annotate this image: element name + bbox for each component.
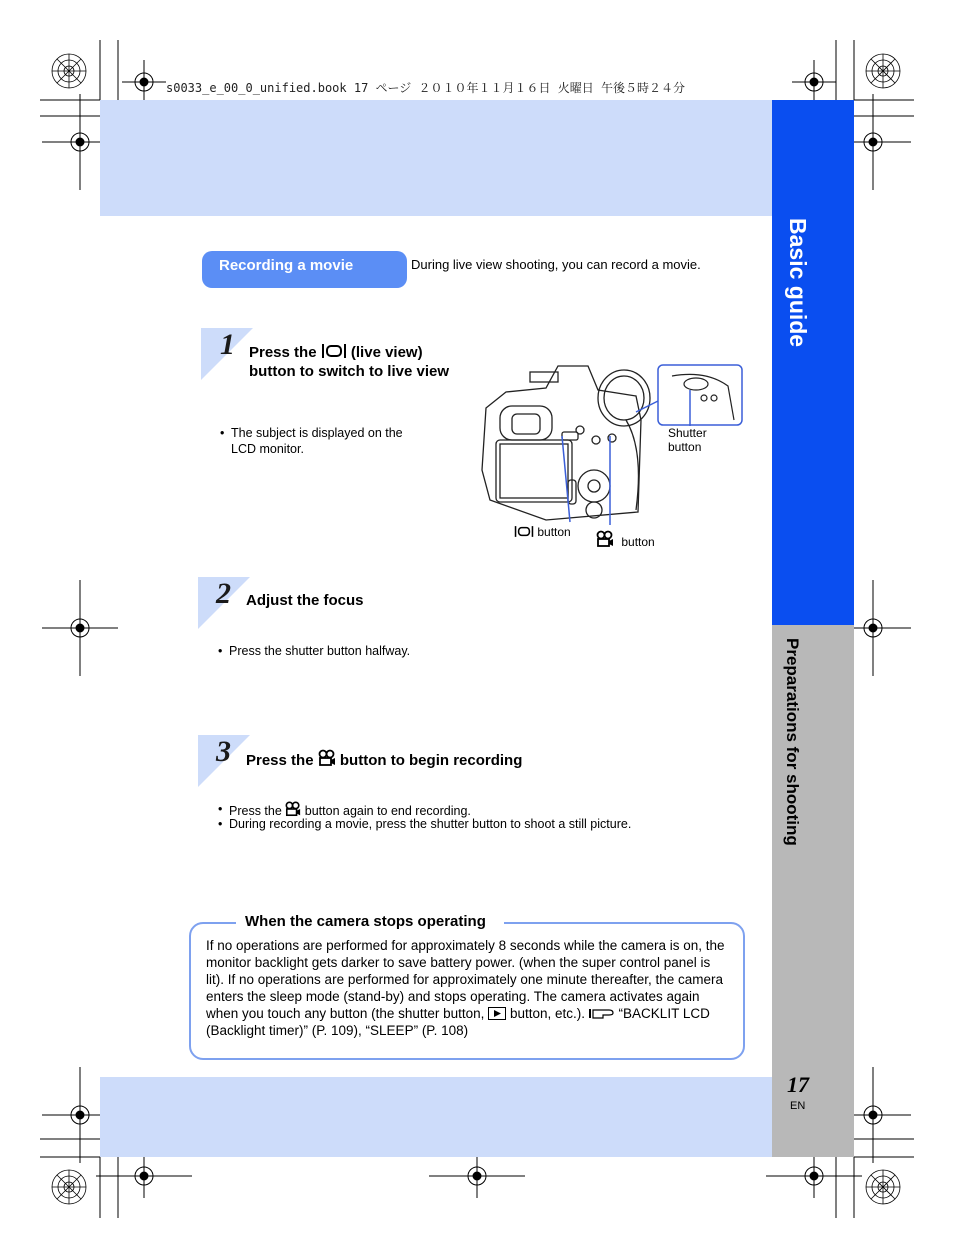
note-body: If no operations are performed for approximately 8 seconds while the camera is on, the monitor backlight gets darker to save battery power. (when the super control panel is lit). If no operations are performed for approximately one minute thereafter, the camera enters the sleep mode (stand-by) and stops operating. The camera activates again when you touch any button (the shutter button, button, etc.). “BACKLIT LCD (Backlight timer)” (P. 109), “SLEEP” (P. 108) [206, 938, 725, 1038]
page-number: 17 [787, 1072, 809, 1097]
top-band [100, 100, 772, 216]
movie-camera-icon [285, 801, 301, 817]
reference-hand-icon [589, 1007, 615, 1020]
section-tab-basic-guide [772, 100, 854, 625]
movie-camera-icon [596, 530, 614, 548]
print-file-header: s0033_e_00_0_unified.book 17 ページ ２０１０年１１月１６日 火曜日 午後５時２４分 [166, 81, 685, 95]
topic-label: Recording a movie [202, 251, 407, 288]
movie-button-caption: button [596, 530, 655, 549]
step-3-title: Press the button to begin recording [246, 749, 522, 770]
bottom-band [100, 1077, 772, 1157]
step-1-bullet: • The subject is displayed on the LCD monitor. [220, 426, 403, 456]
live-view-button-caption: button [514, 525, 571, 539]
live-view-icon [514, 525, 534, 538]
page-language: EN [790, 1100, 806, 1112]
step-3-bullet-2: • During recording a movie, press the shutter button to shoot a still picture. [218, 817, 632, 831]
step-3-number: 3 [216, 735, 231, 768]
section-tab-preparations [772, 625, 854, 1157]
step-3-bullet-1: • Press the button again to end recording. [218, 802, 471, 818]
shutter-button-caption: Shutter button [668, 426, 707, 454]
step-2-bullet: • Press the shutter button halfway. [218, 644, 411, 658]
subsection-title: Preparations for shooting [783, 638, 802, 846]
movie-camera-icon [318, 749, 336, 767]
step-2-number: 2 [216, 577, 231, 610]
section-title: Basic guide [785, 218, 811, 348]
step-2-title: Adjust the focus [246, 592, 364, 609]
live-view-icon [321, 343, 347, 359]
step-1-title: Press the (live view) button to switch to live view [249, 344, 450, 380]
topic-intro: During live view shooting, you can record a movie. [411, 257, 701, 272]
note-title: When the camera stops operating [236, 913, 504, 930]
playback-icon [488, 1007, 506, 1020]
step-1-number: 1 [220, 328, 235, 361]
